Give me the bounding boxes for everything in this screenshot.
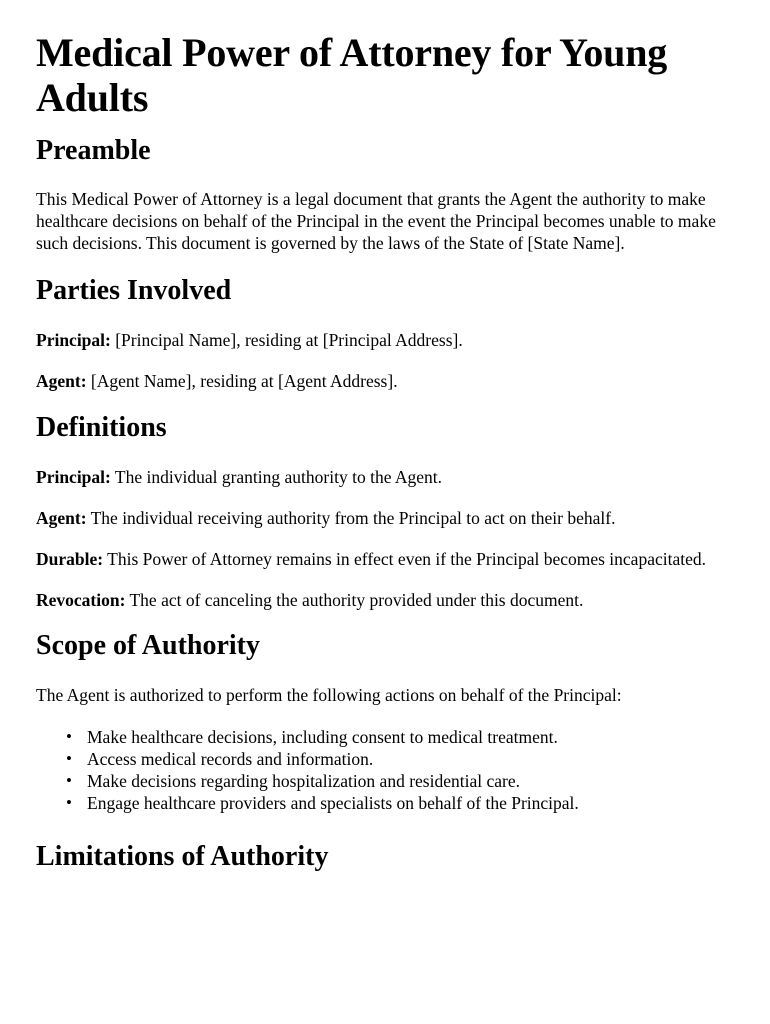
party-principal-text: [Principal Name], residing at [Principal Address]. — [110, 330, 463, 350]
scope-intro: The Agent is authorized to perform the following actions on behalf of the Principal: — [36, 685, 622, 705]
party-agent — [36, 370, 734, 392]
list-item — [66, 748, 734, 770]
heading-preamble: Preamble — [36, 135, 151, 166]
heading-limitations-of-authority: Limitations of Authority — [36, 841, 329, 872]
definition-text: This Power of Attorney remains in effect even if the Principal becomes incapacitated. — [103, 549, 706, 569]
definition-term: Principal: — [36, 467, 111, 487]
definition-durable — [36, 548, 734, 570]
bullet-icon: • — [66, 749, 72, 768]
list-item-text: Make healthcare decisions, including consent to medical treatment. — [87, 727, 558, 747]
list-item — [66, 792, 734, 814]
document-title: Medical Power of Attorney for Young Adults — [36, 30, 668, 120]
scope-list — [36, 726, 734, 814]
party-principal — [36, 329, 734, 351]
party-principal-label: Principal: — [36, 330, 111, 350]
definition-term: Durable: — [36, 549, 104, 569]
definition-text: The act of canceling the authority provided under this document. — [125, 590, 584, 610]
list-item-text: Make decisions regarding hospitalization and residential care. — [87, 771, 520, 791]
list-item-text: Engage healthcare providers and specialists on behalf of the Principal. — [87, 793, 579, 813]
bullet-icon: • — [66, 771, 72, 790]
preamble-paragraph: This Medical Power of Attorney is a legal document that grants the Agent the authority to make healthcare decisions on behalf of the Principal in the event the Principal becomes unable to make such decisions. This document is governed by the laws of the State of [State Name]. — [36, 189, 716, 253]
bullet-icon: • — [66, 727, 72, 746]
list-item — [66, 770, 734, 792]
definition-agent — [36, 507, 734, 529]
party-agent-label: Agent: — [36, 371, 87, 391]
bullet-icon: • — [66, 793, 72, 812]
definition-principal — [36, 466, 734, 488]
definition-term: Agent: — [36, 508, 87, 528]
definition-revocation — [36, 589, 734, 611]
list-item-text: Access medical records and information. — [87, 749, 374, 769]
definition-text: The individual receiving authority from the Principal to act on their behalf. — [86, 508, 616, 528]
heading-definitions: Definitions — [36, 412, 167, 443]
heading-scope-of-authority: Scope of Authority — [36, 630, 260, 661]
party-agent-text: [Agent Name], residing at [Agent Address]. — [86, 371, 398, 391]
definition-term: Revocation: — [36, 590, 126, 610]
heading-parties-involved: Parties Involved — [36, 275, 232, 306]
definition-text: The individual granting authority to the Agent. — [110, 467, 443, 487]
list-item — [66, 726, 734, 748]
